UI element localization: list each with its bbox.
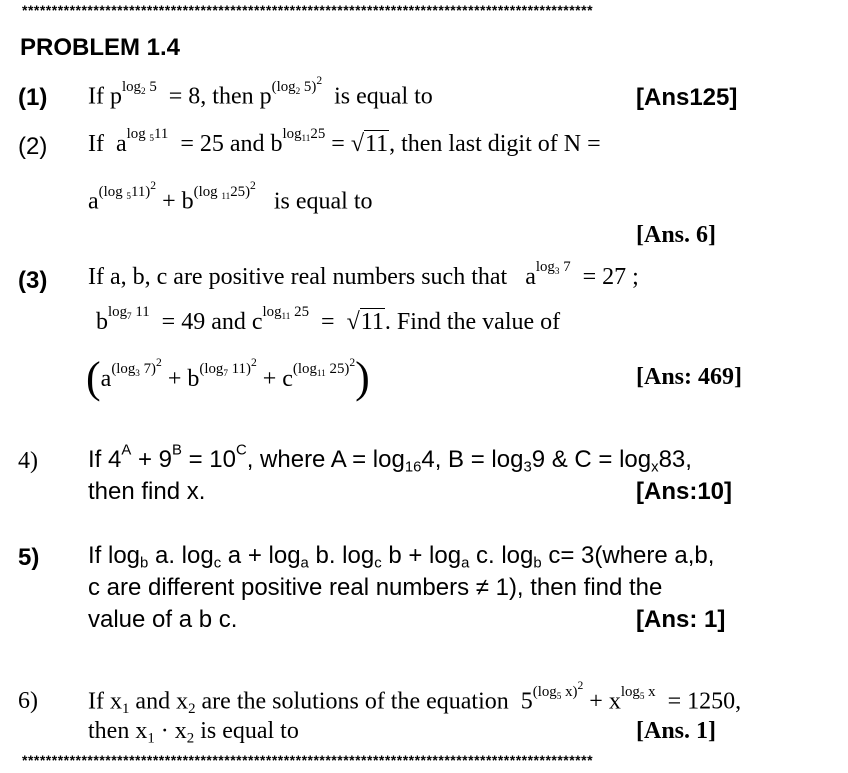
sqrt-eleven-2: 11 [360, 309, 384, 335]
problem-4-answer: [Ans:10] [636, 478, 733, 505]
problem-5-answer: [Ans: 1] [636, 606, 726, 633]
problem-3-answer: [Ans: 469] [636, 364, 742, 390]
top-star-border: ************************************************************************************************ [22, 2, 594, 18]
problem-4-line-1: If $4^A + 9^B = 10^C$, where $A = \log_{16}4$, $B = \log_39$ & $C = \log_x83$, [88, 442, 692, 476]
problem-set-title: PROBLEM 1.4 [20, 34, 181, 61]
problem-6-line-2: then $x_1 \cdot x_2$ is equal to [88, 718, 299, 747]
problem-3-line-1: If a, b, c are positive real numbers such that $a^{log_3 7} = 27$ ; [88, 259, 639, 290]
problem-4-number: 4) [18, 448, 38, 474]
problem-6-number: 6) [18, 688, 38, 714]
problem-6-line-1: If $x_1$ and $x_2$ are the solutions of the equation $5^{(log_5 x)^2} + x^{log_5 x} = 1250$, [88, 679, 742, 718]
problem-5-line-3: value of a b c. [88, 606, 238, 633]
problem-3-number: (3) [18, 267, 48, 294]
problem-1-number: (1) [18, 84, 48, 111]
problem-2-number: (2) [18, 133, 48, 160]
problem-6-answer: [Ans. 1] [636, 718, 717, 744]
problem-3-expression: $(a^{(log_3 7)^2} + b^{(log_7 11)^2} + c^{(log_{11} 25)^2})$ [86, 353, 370, 402]
problem-1-answer: [Ans125] [636, 84, 738, 111]
problem-1-text: If $p^{log_2 5} = 8$, then $p^{(log_2 5)^2}$ is equal to [88, 74, 433, 110]
problem-2-line-1: If $a^{log _511} = 25$ and $b^{log_{11}25} = √11$, then last digit of N = [88, 126, 601, 157]
bottom-star-border: ************************************************************************************************ [22, 752, 594, 768]
problem-5-line-1: If $\log_b a$. $\log_c a + \log_a b$. $\log_c b + \log_a c$. $\log_b c=$ 3(where a,b, [88, 542, 715, 572]
problem-5-line-2: c are different positive real numbers ≠ 1), then find the [88, 574, 663, 601]
problem-2-line-2: $a^{(log _511)^2} + b^{(log _{11}25)^2}$ is equal to [88, 179, 373, 215]
problem-2-answer: [Ans. 6] [636, 222, 717, 248]
problem-4-line-2: then find x. [88, 478, 206, 505]
sqrt-eleven: 11 [365, 131, 389, 157]
problem-3-line-2: $b^{log_7 11} = 49$ and $c^{log_{11} 25} = √11$. Find the value of [96, 304, 561, 335]
problem-5-number: 5) [18, 544, 40, 571]
